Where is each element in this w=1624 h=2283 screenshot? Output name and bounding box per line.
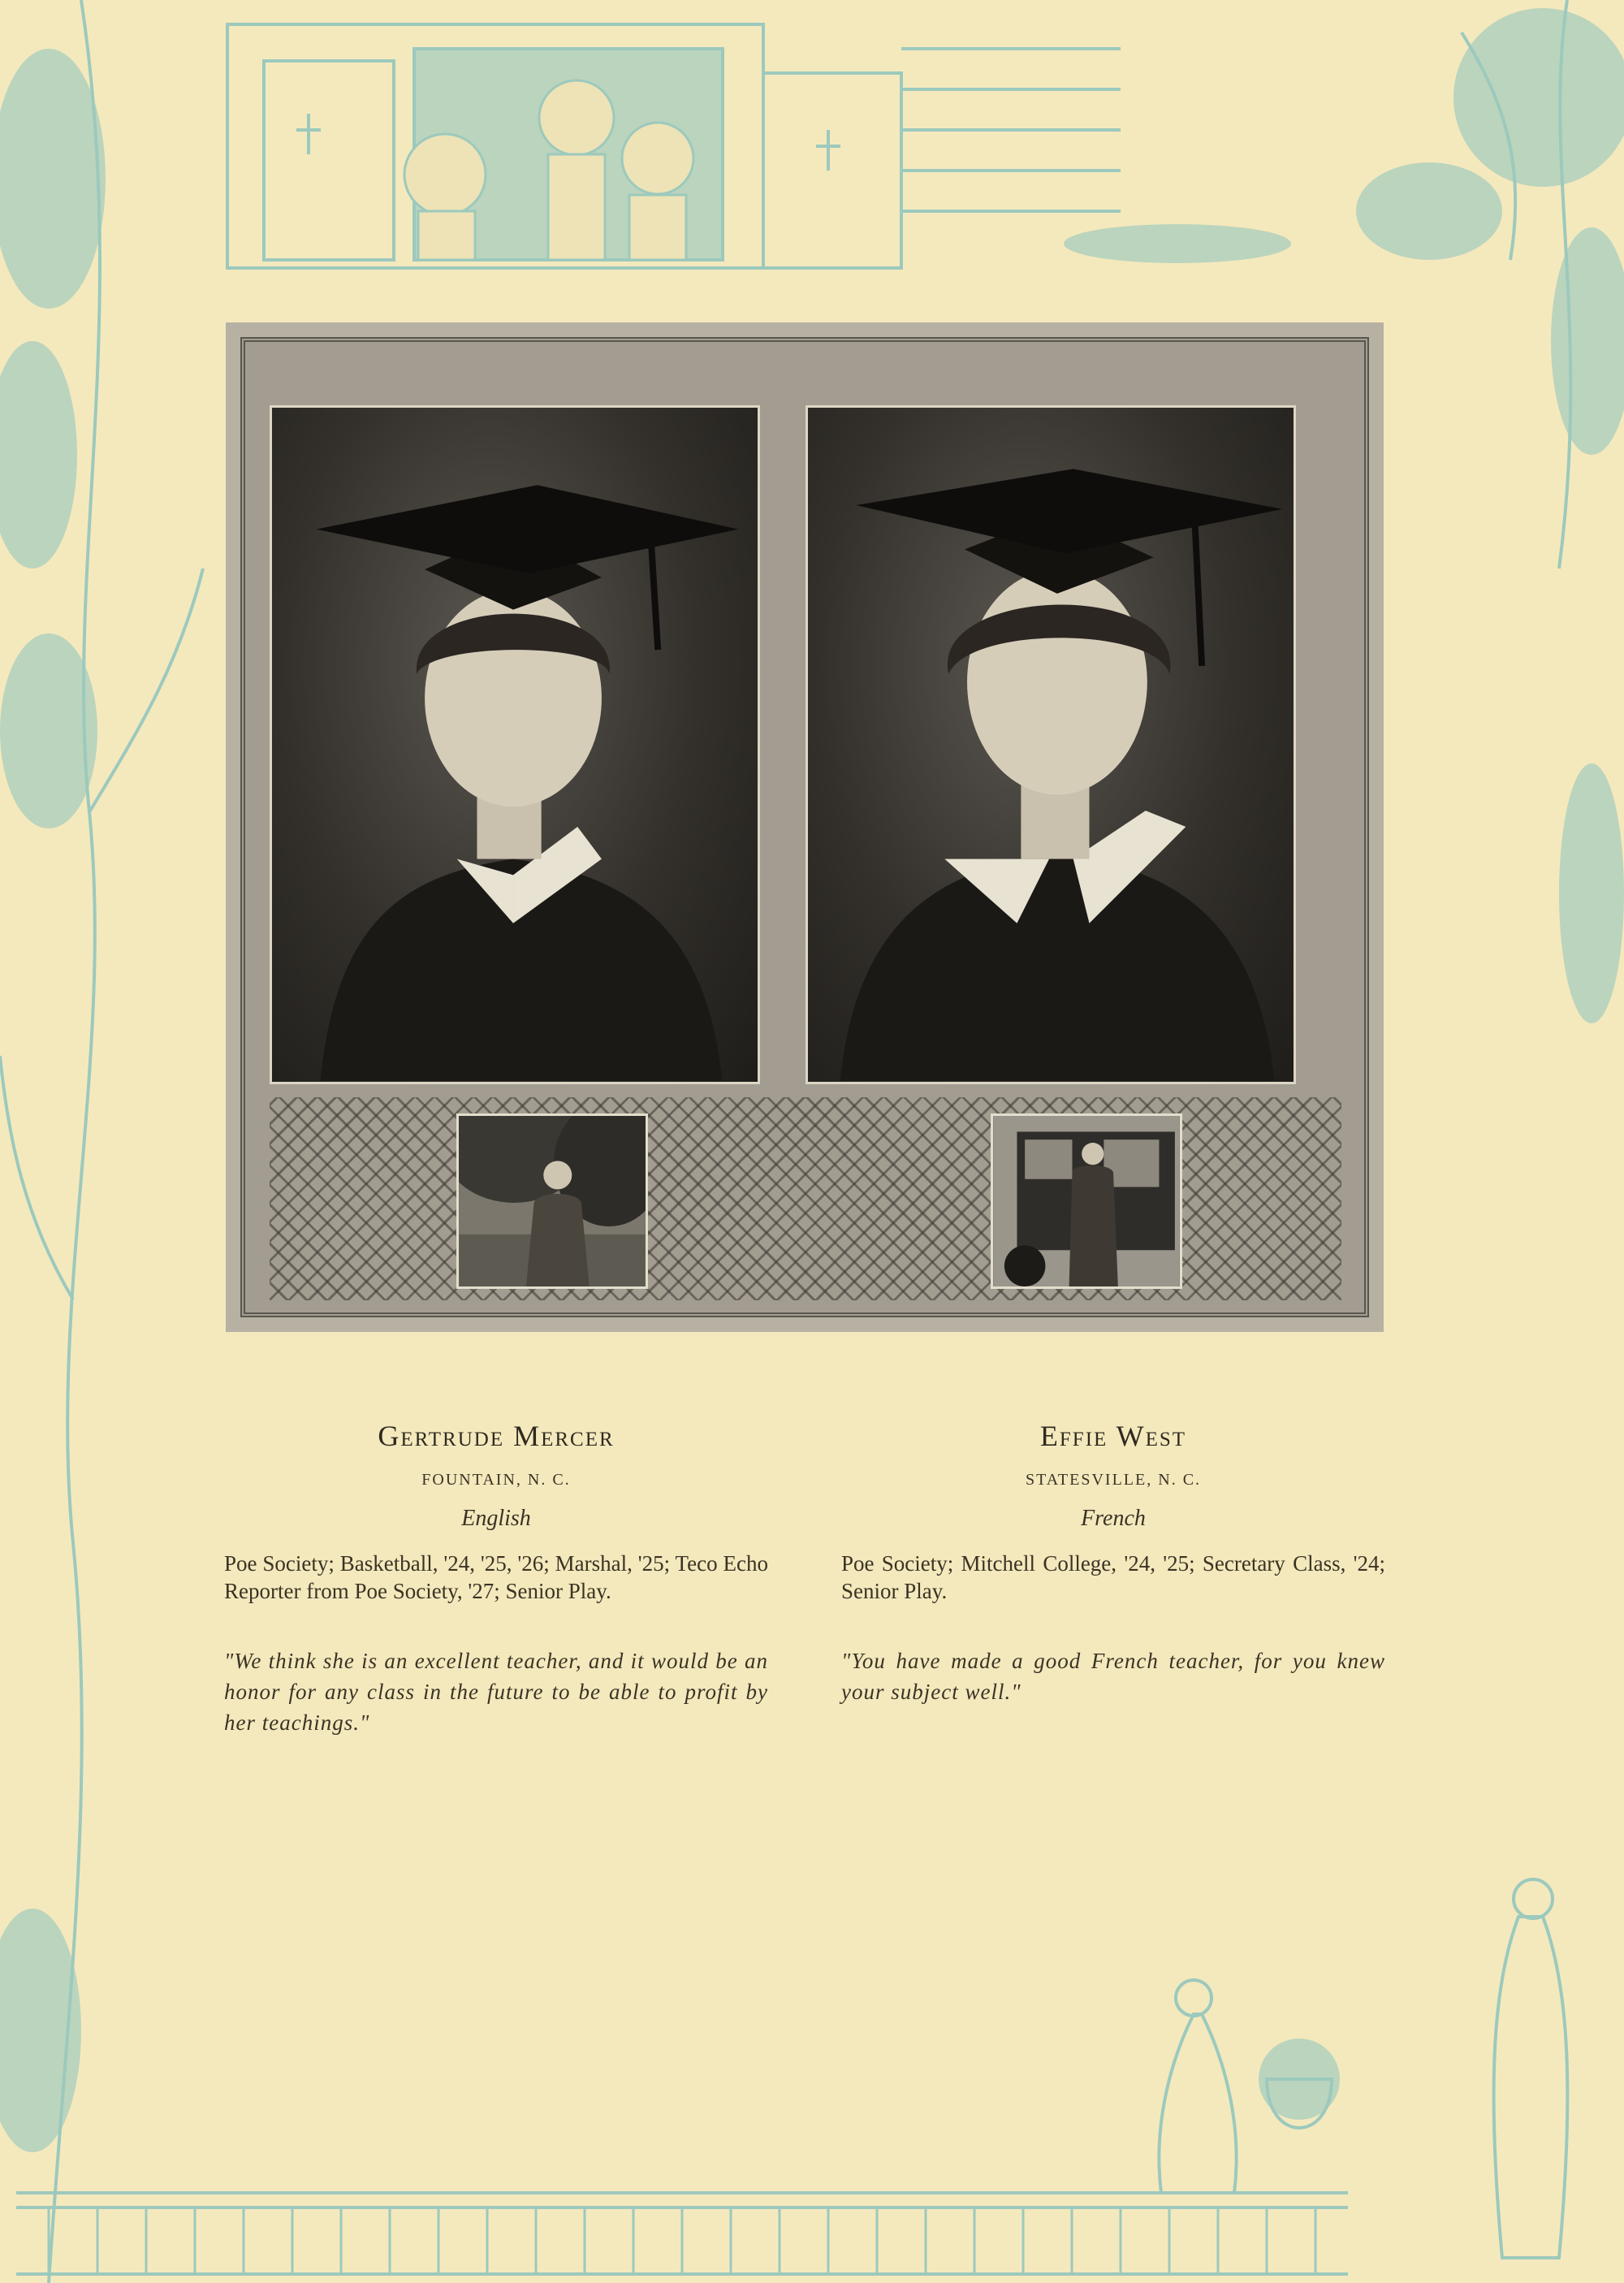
snapshot-photo-left	[456, 1113, 648, 1289]
student-quote: "We think she is an excellent teacher, and it would be an honor for any class in the future to be able to profit by her teachings."	[224, 1649, 768, 1735]
student-name: Effie West	[1039, 1420, 1187, 1452]
student-subject: French	[1081, 1506, 1146, 1531]
student-entry-right	[841, 1419, 1385, 1707]
student-activities: Poe Society; Mitchell College, '24, '25; Secretary Class, '24; Senior Play.	[841, 1551, 1385, 1603]
snapshot-photo-right	[991, 1113, 1182, 1289]
student-hometown: FOUNTAIN, N. C.	[421, 1471, 571, 1489]
portrait-photo-left	[270, 405, 760, 1084]
student-subject: English	[461, 1506, 531, 1531]
student-activities: Poe Society; Basketball, '24, '25, '26; Marshal, '25; Teco Echo Reporter from Poe Society, '27; Senior Play.	[224, 1551, 768, 1603]
portrait-photo-right	[806, 405, 1296, 1084]
student-name: Gertrude Mercer	[378, 1420, 615, 1452]
ornamental-border	[240, 337, 1369, 1317]
student-entry-left	[224, 1419, 768, 1738]
portrait-frame	[226, 322, 1384, 1332]
student-quote: "You have made a good French teacher, for you knew your subject well."	[841, 1649, 1385, 1704]
student-hometown: STATESVILLE, N. C.	[1025, 1471, 1202, 1489]
